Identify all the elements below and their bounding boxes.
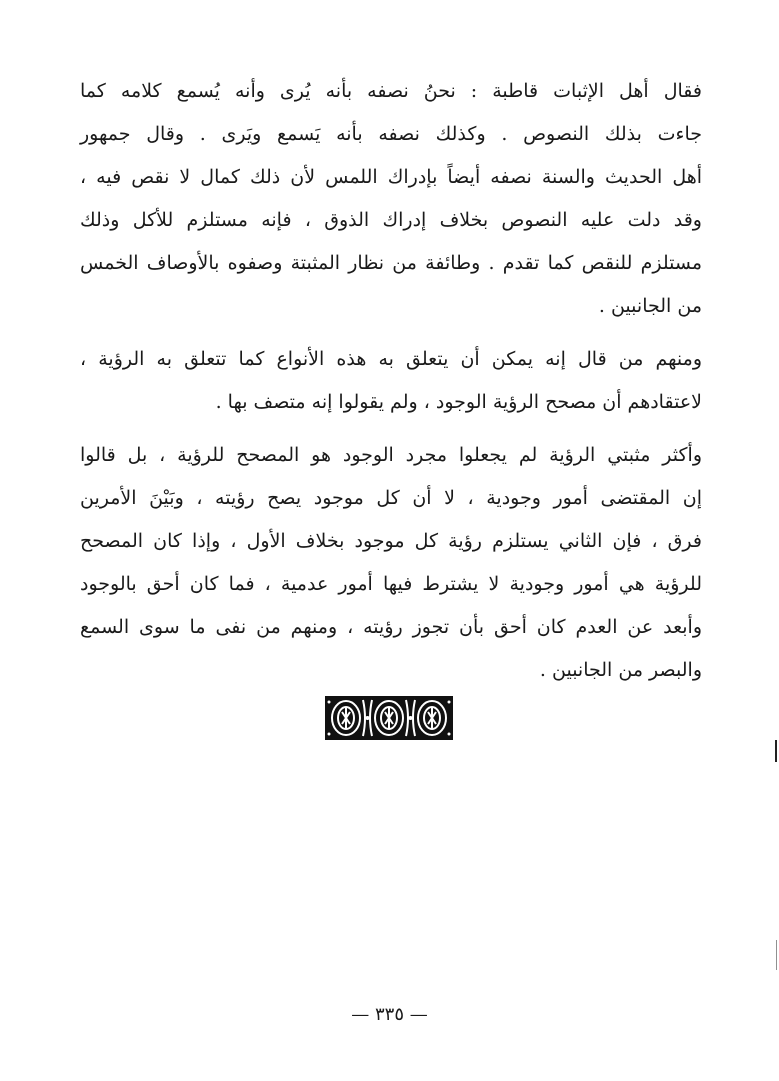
text-line: فقال أهل الإثبات قاطبة : نحنُ نصفه بأنه يُرى وأنه يُسمع كلامه كما (80, 80, 702, 102)
text-line: من الجانبين . (598, 295, 702, 317)
text-line: لاعتقادهم أن مصحح الرؤية الوجود ، ولم يقولوا إنه متصف بها . (215, 391, 702, 413)
text-line: مستلزم للنقص كما تقدم . وطائفة من نظار المثبتة وصفوه بالأوصاف الخمس (80, 252, 702, 274)
scan-edge-mark (776, 940, 777, 970)
paragraph-1 (80, 70, 702, 328)
text-line: ومنهم من قال إنه يمكن أن يتعلق به هذه الأنواع كما تتعلق به الرؤية ، (80, 348, 702, 370)
text-line: والبصر من الجانبين . (539, 659, 702, 681)
body-text (80, 70, 702, 702)
ornament-icon (325, 694, 453, 742)
text-line: وأكثر مثبتي الرؤية لم يجعلوا مجرد الوجود هو المصحح للرؤية ، بل قالوا (80, 444, 702, 466)
paragraph-3 (80, 434, 702, 692)
text-line: للرؤية هي أمور وجودية لا يشترط فيها أمور عدمية ، فما كان أحق بالوجود (80, 573, 702, 595)
page-number: — ٣٣٥ — (351, 1004, 428, 1025)
text-line: إن المقتضى أمور وجودية ، لا أن كل موجود يصح رؤيته ، وبَيْنَ الأمرين (80, 487, 702, 509)
text-line: وقد دلت عليه النصوص بخلاف إدراك الذوق ، فإنه مستلزم للأكل وذلك (80, 209, 702, 231)
scan-edge-mark (775, 740, 777, 762)
paragraph-2 (80, 338, 702, 424)
text-line: وأبعد عن العدم كان أحق بأن تجوز رؤيته ، ومنهم من نفى ما سوى السمع (80, 616, 702, 638)
text-line: جاءت بذلك النصوص . وكذلك نصفه بأنه يَسمع ويَرى . وقال جمهور (80, 123, 702, 145)
text-line: فرق ، فإن الثاني يستلزم رؤية كل موجود بخلاف الأول ، وإذا كان المصحح (80, 530, 702, 552)
text-line: أهل الحديث والسنة نصفه أيضاً بإدراك اللمس لأن ذلك كمال لا نقص فيه ، (80, 166, 702, 188)
